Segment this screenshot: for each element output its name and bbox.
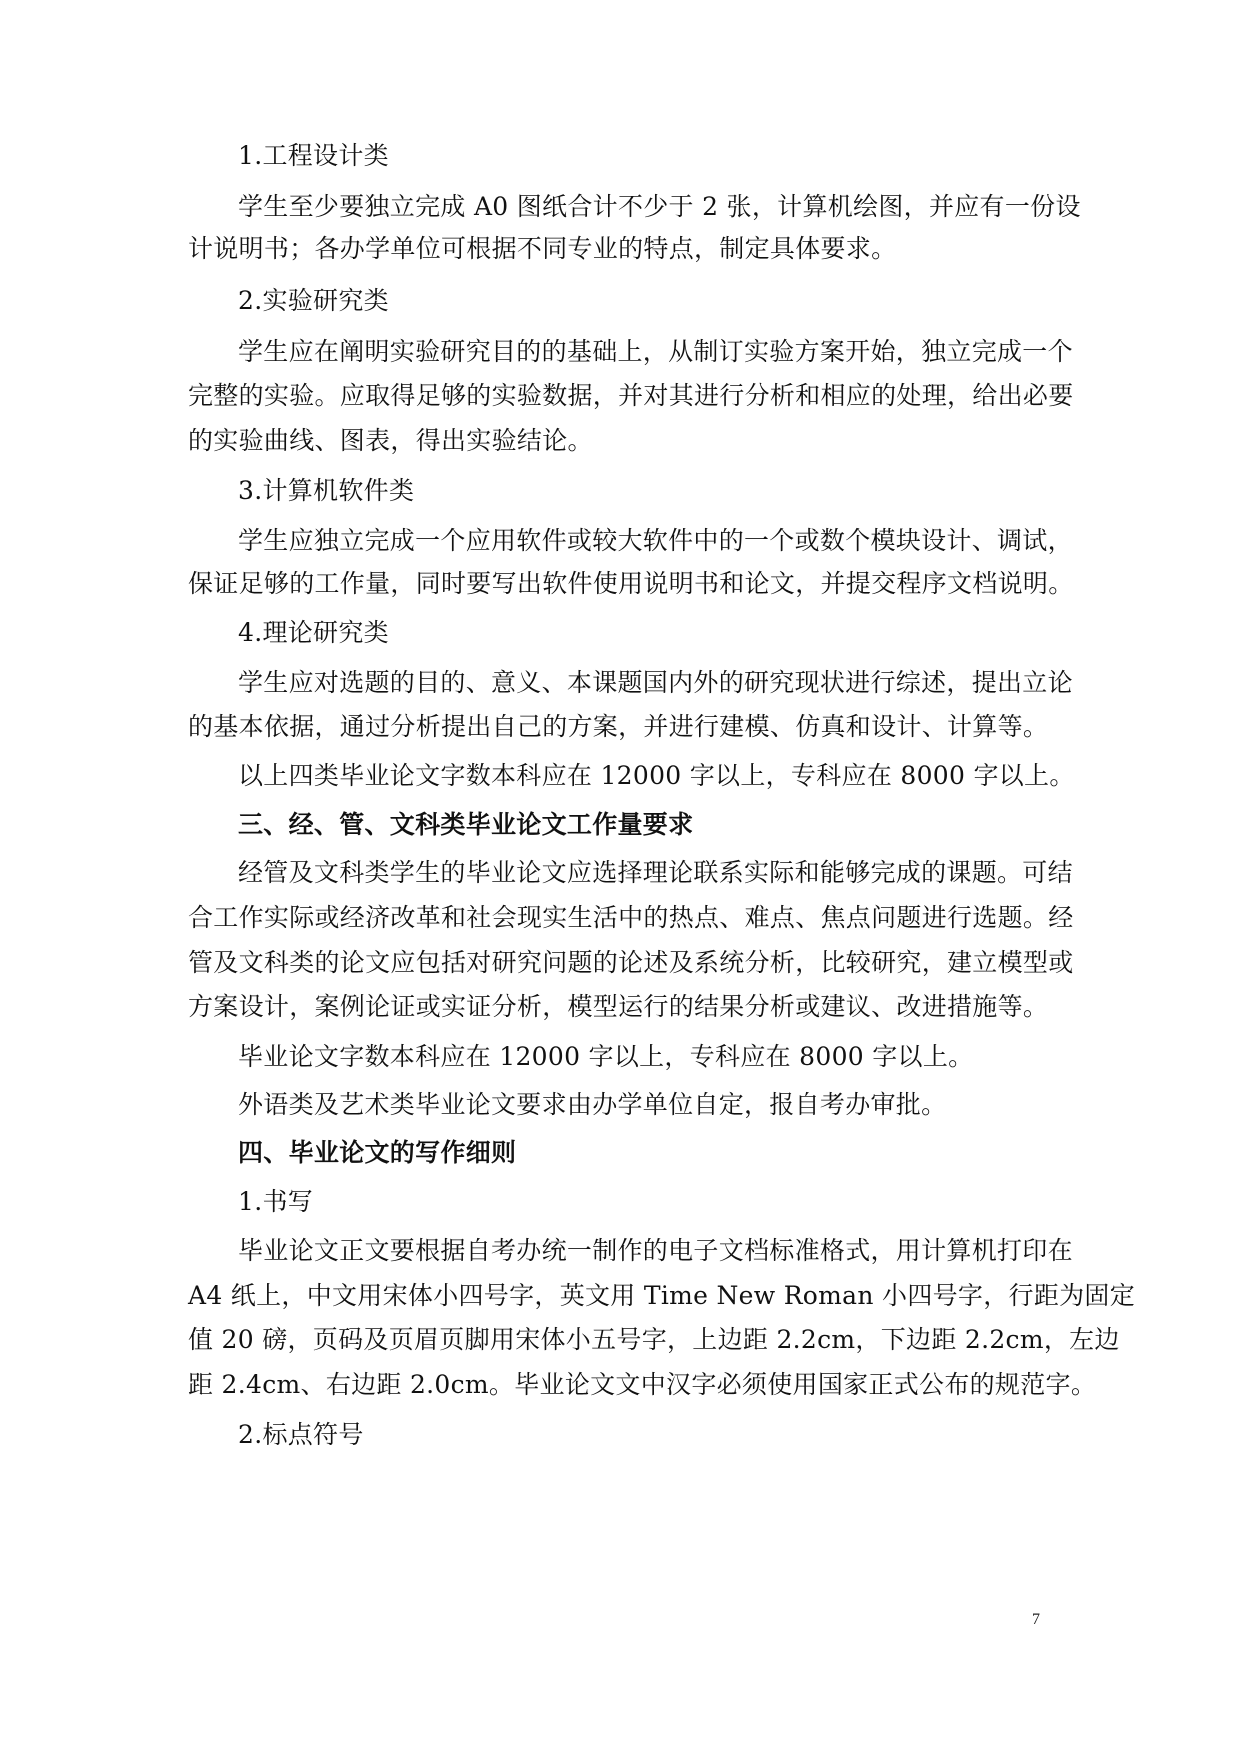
- section-heading-3: 三、经、管、文科类毕业论文工作量要求: [238, 810, 694, 839]
- paragraph-line: 的实验曲线、图表，得出实验结论。: [188, 426, 593, 455]
- paragraph-line: 距 2.4cm、右边距 2.0cm。毕业论文文中汉字必须使用国家正式公布的规范字。: [188, 1370, 1097, 1399]
- subheading-computer-software: 3.计算机软件类: [238, 476, 415, 505]
- paragraph-line: 的基本依据，通过分析提出自己的方案，并进行建模、仿真和设计、计算等。: [188, 712, 1049, 741]
- paragraph-line: 毕业论文字数本科应在 12000 字以上，专科应在 8000 字以上。: [238, 1042, 974, 1071]
- paragraph-line: 学生应对选题的目的、意义、本课题国内外的研究现状进行综述，提出立论: [238, 668, 1073, 697]
- paragraph-line: 计说明书；各办学单位可根据不同专业的特点，制定具体要求。: [188, 234, 897, 263]
- paragraph-line: A4 纸上，中文用宋体小四号字，英文用 Time New Roman 小四号字，行距为固定: [188, 1281, 1136, 1310]
- paragraph-line: 值 20 磅，页码及页眉页脚用宋体小五号字，上边距 2.2cm，下边距 2.2cm，左边: [188, 1325, 1120, 1354]
- subheading-engineering-design: 1.工程设计类: [238, 141, 389, 170]
- section-heading-4: 四、毕业论文的写作细则: [238, 1138, 517, 1167]
- subheading-punctuation: 2.标点符号: [238, 1420, 364, 1449]
- paragraph-line: 毕业论文正文要根据自考办统一制作的电子文档标准格式，用计算机打印在: [238, 1236, 1073, 1265]
- paragraph-line: 完整的实验。应取得足够的实验数据，并对其进行分析和相应的处理，给出必要: [188, 381, 1074, 410]
- paragraph-line: 学生至少要独立完成 A0 图纸合计不少于 2 张，计算机绘图，并应有一份设: [238, 192, 1081, 221]
- paragraph-line: 学生应在阐明实验研究目的的基础上，从制订实验方案开始，独立完成一个: [238, 337, 1073, 366]
- paragraph-line: 保证足够的工作量，同时要写出软件使用说明书和论文，并提交程序文档说明。: [188, 569, 1074, 598]
- paragraph-line: 合工作实际或经济改革和社会现实生活中的热点、难点、焦点问题进行选题。经: [188, 903, 1074, 932]
- page-number: 7: [1032, 1611, 1040, 1628]
- paragraph-line: 外语类及艺术类毕业论文要求由办学单位自定，报自考办审批。: [238, 1090, 947, 1119]
- paragraph-line: 方案设计，案例论证或实证分析，模型运行的结果分析或建议、改进措施等。: [188, 992, 1049, 1021]
- subheading-theoretical-research: 4.理论研究类: [238, 618, 389, 647]
- paragraph-line: 管及文科类的论文应包括对研究问题的论述及系统分析，比较研究，建立模型或: [188, 948, 1074, 977]
- paragraph-line: 经管及文科类学生的毕业论文应选择理论联系实际和能够完成的课题。可结: [238, 858, 1073, 887]
- subheading-experimental-research: 2.实验研究类: [238, 286, 389, 315]
- subheading-writing: 1.书写: [238, 1187, 314, 1216]
- paragraph-line: 学生应独立完成一个应用软件或较大软件中的一个或数个模块设计、调试，: [238, 526, 1073, 555]
- paragraph-line: 以上四类毕业论文字数本科应在 12000 字以上，专科应在 8000 字以上。: [238, 761, 1075, 790]
